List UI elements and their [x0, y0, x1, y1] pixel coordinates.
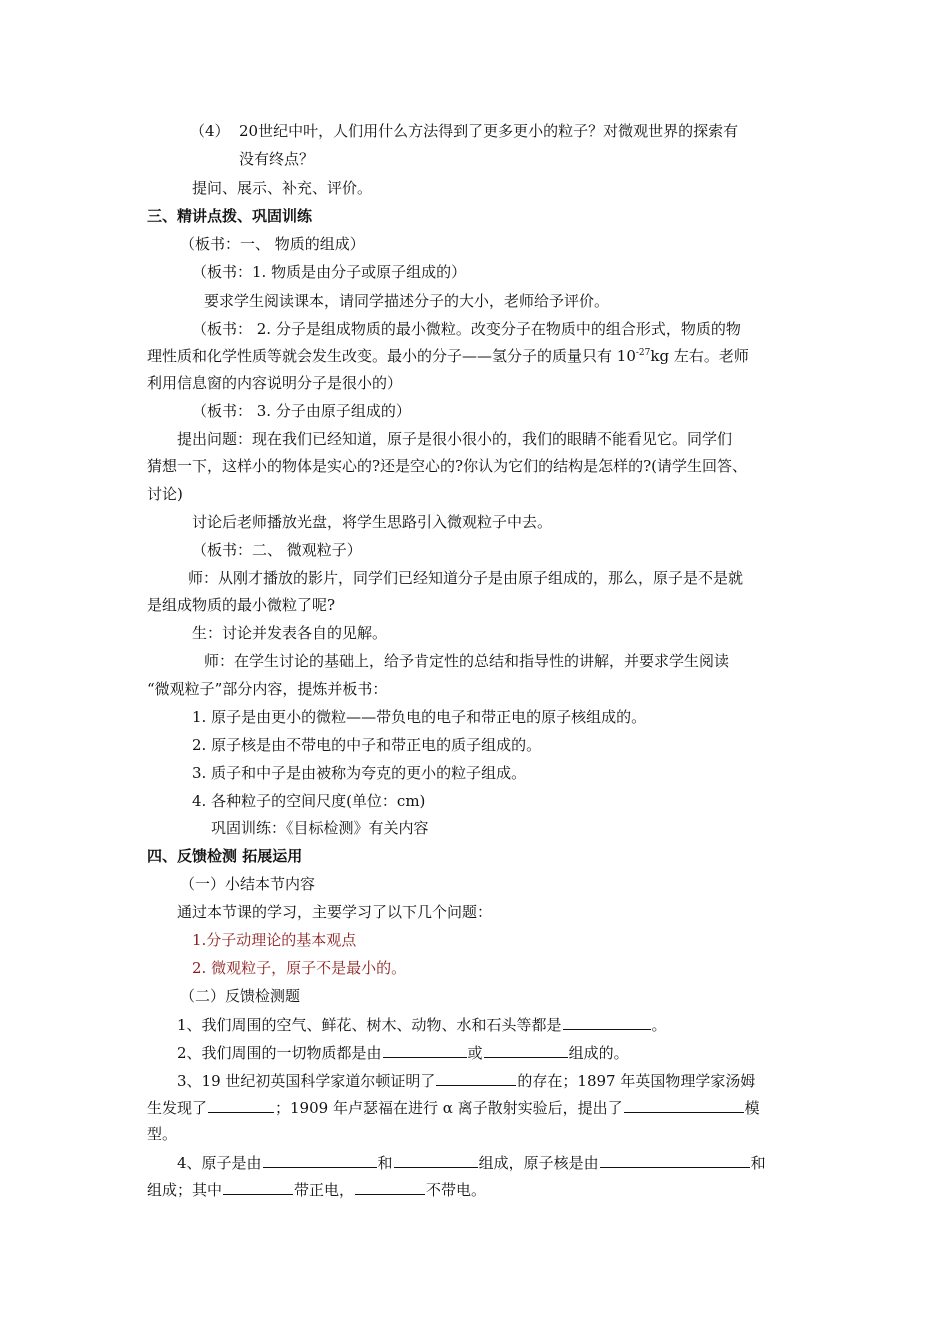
subsection-summary: （一）小结本节内容 [180, 875, 316, 893]
feedback-question-4-line2: 组成；其中 带正电， 不带电。 [147, 1181, 487, 1199]
question-prompt-line3: 讨论) [147, 485, 183, 503]
feedback-question-3-line1: 3、19 世纪初英国科学家道尔顿证明了 的存在；1897 年英国物理学家汤姆 [177, 1072, 756, 1090]
teacher-remark-2-line2: “微观粒子”部分内容，提炼并板书： [147, 680, 388, 698]
teacher-remark-1-line1: 师：从刚才播放的影片，同学们已经知道分子是由原子组成的，那么，原子是不是就 [188, 569, 744, 587]
feedback-question-2: 2、我们周围的一切物质都是由 或 组成的。 [177, 1044, 629, 1062]
question-4-line1: 20世纪中叶，人们用什么方法得到了更多更小的粒子？对微观世界的探索有 [239, 122, 739, 140]
list-item: 3. 质子和中子是由被称为夸克的更小的粒子组成。 [192, 764, 527, 782]
feedback-question-1: 1、我们周围的空气、鲜花、树木、动物、水和石头等都是 。 [177, 1016, 667, 1034]
board-note-4: （板书： 3. 分子由原子组成的） [192, 402, 411, 420]
answer-blank[interactable] [436, 1070, 516, 1086]
question-4-number: （4） [190, 122, 230, 140]
discussion-note: 讨论后老师播放光盘，将学生思路引入微观粒子中去。 [192, 513, 553, 531]
practice-note: 巩固训练：《目标检测》有关内容 [211, 819, 429, 837]
feedback-question-3-line2: 生发现了 ；1909 年卢瑟福在进行 α 离子散射实验后，提出了 模 [147, 1099, 760, 1117]
list-item: 2. 原子核是由不带电的中子和带正电的质子组成的。 [192, 736, 542, 754]
teacher-remark-2-line1: 师：在学生讨论的基础上，给予肯定性的总结和指导性的讲解，并要求学生阅读 [204, 652, 730, 670]
subsection-feedback: （二）反馈检测题 [180, 987, 301, 1005]
board-note-3-line3: 利用信息窗的内容说明分子是很小的） [147, 374, 403, 392]
summary-point-1: 1.分子动理论的基本观点 [192, 931, 357, 949]
answer-blank[interactable] [263, 1152, 377, 1168]
feedback-question-4-line1: 4、原子是由 和 组成，原子核是由 和 [177, 1154, 766, 1172]
reading-instruction: 要求学生阅读课本，请同学描述分子的大小，老师给予评价。 [204, 292, 610, 310]
answer-blank[interactable] [394, 1152, 478, 1168]
list-item: 1. 原子是由更小的微粒——带负电的电子和带正电的原子核组成的。 [192, 708, 647, 726]
board-note-3-line1: （板书： 2. 分子是组成物质的最小微粒。改变分子在物质中的组合形式，物质的物 [192, 320, 741, 338]
answer-blank[interactable] [600, 1152, 750, 1168]
exponent: -27 [635, 348, 651, 358]
answer-blank[interactable] [223, 1179, 293, 1195]
section-4-heading: 四、反馈检测 拓展运用 [147, 847, 303, 865]
student-remark: 生：讨论并发表各自的见解。 [192, 624, 388, 642]
section-3-heading: 三、精讲点拨、巩固训练 [147, 207, 313, 225]
question-prompt-line1: 提出问题：现在我们已经知道，原子是很小很小的，我们的眼睛不能看见它。同学们 [177, 430, 733, 448]
board-note-2: （板书：1. 物质是由分子或原子组成的） [192, 263, 467, 281]
summary-point-2: 2. 微观粒子，原子不是最小的。 [192, 959, 407, 977]
answer-blank[interactable] [208, 1097, 274, 1113]
question-4-line2: 没有终点？ [239, 150, 315, 168]
question-followup: 提问、展示、补充、评价。 [192, 179, 373, 197]
answer-blank[interactable] [383, 1042, 467, 1058]
question-prompt-line2: 猜想一下，这样小的物体是实心的?还是空心的?你认为它们的结构是怎样的?(请学生回答、 [147, 457, 747, 475]
list-item: 4. 各种粒子的空间尺度(单位：cm) [192, 792, 426, 810]
summary-intro: 通过本节课的学习，主要学习了以下几个问题： [177, 903, 493, 921]
answer-blank[interactable] [563, 1014, 651, 1030]
feedback-question-3-line3: 型。 [147, 1125, 178, 1143]
board-note-1: （板书：一、 物质的组成） [180, 235, 365, 253]
answer-blank[interactable] [355, 1179, 425, 1195]
answer-blank[interactable] [484, 1042, 568, 1058]
teacher-remark-1-line2: 是组成物质的最小微粒了呢? [147, 596, 336, 614]
board-note-5: （板书：二、 微观粒子） [192, 541, 362, 559]
board-note-3-line2: 理性质和化学性质等就会发生改变。最小的分子——氢分子的质量只有 $10^{-27}kg$ 左右。老师 [147, 347, 749, 365]
answer-blank[interactable] [624, 1097, 744, 1113]
